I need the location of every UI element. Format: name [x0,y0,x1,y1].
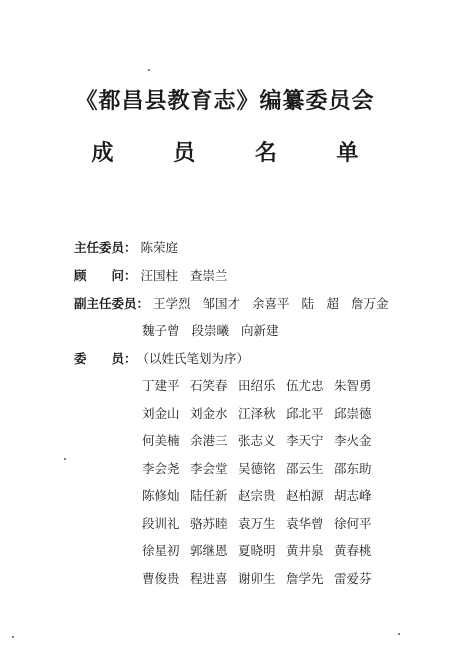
deputy-name: 段崇曦 [191,323,230,338]
member-name: 陈修灿 [142,488,180,503]
members-order-note: （以姓氏笔划为序） [136,351,250,366]
member-name: 赵宗贵 [238,488,276,503]
deputy-name: 魏子曾 [142,323,180,338]
member-name: 江泽秋 [238,405,276,421]
member-name: 曹俊贵 [142,570,180,586]
member-name: 伍尤忠 [286,378,324,393]
member-name: 段训礼 [142,515,180,531]
member-name: 邵云生 [286,460,324,476]
member-name: 吴德铭 [238,460,276,476]
member-name: 石笑春 [190,378,228,393]
document-subtitle: 成 员 名 单 [91,141,385,166]
member-name: 李会堂 [190,460,228,476]
deputy-name: 詹万金 [351,296,389,311]
advisor-name: 汪国柱 [140,268,179,283]
member-name: 胡志峰 [334,488,372,503]
members-name-grid [142,376,382,596]
deputy-name: 陆 超 [301,296,340,311]
member-name: 刘金山 [142,405,180,421]
member-name: 邱北平 [286,405,324,421]
member-name: 李火金 [334,433,372,448]
scan-speck [64,458,66,460]
member-name: 何美楠 [142,433,180,448]
members-heading-row [74,349,249,367]
members-label: 委 员： [74,351,137,366]
member-name: 夏晓明 [238,543,276,558]
member-name: 谢卯生 [238,570,276,586]
director-name: 陈荣庭 [140,240,179,255]
member-name: 黄春桃 [334,543,372,558]
document-title: 《都昌县教育志》编纂委员会 [75,89,375,114]
member-name: 刘金水 [190,405,228,421]
scan-speck [148,69,150,71]
member-name: 袁华曾 [286,515,324,531]
scan-speck [398,633,400,635]
deputy-name: 向新建 [241,323,279,338]
member-name: 余港三 [190,433,228,448]
director-row [74,238,186,256]
member-name: 李会尧 [142,460,180,476]
advisor-label: 顾 问： [74,268,137,283]
member-name: 朱智勇 [334,378,372,393]
deputy-label: 副主任委员： [74,296,150,311]
member-name: 詹学先 [286,570,324,586]
member-name: 赵柏源 [286,488,324,503]
deputy-row [74,294,397,312]
member-name: 陆任新 [190,488,228,503]
scan-speck [12,636,14,638]
advisor-name: 查崇兰 [190,268,228,283]
member-name: 骆苏睦 [190,515,228,531]
member-name: 袁万生 [238,515,276,531]
member-name: 邵东助 [334,460,372,476]
member-name: 雷爱芬 [334,570,372,586]
deputy-name: 王学烈 [153,296,191,311]
member-name: 张志义 [238,433,276,448]
member-name: 程进喜 [190,570,228,586]
member-name: 李天宁 [286,433,324,448]
deputy-name: 邹国才 [202,296,241,311]
member-name: 徐何平 [334,515,372,531]
deputy-name: 余喜平 [252,296,290,311]
deputy-row-continued [142,321,287,339]
member-name: 郭继恩 [190,543,228,558]
member-name: 田绍乐 [238,378,276,393]
member-name: 丁建平 [142,378,180,393]
member-name: 徐星初 [142,543,180,558]
advisor-row [74,266,236,284]
member-name: 邱崇德 [334,405,372,421]
member-name: 黄井泉 [286,543,324,558]
director-label: 主任委员： [74,240,137,255]
